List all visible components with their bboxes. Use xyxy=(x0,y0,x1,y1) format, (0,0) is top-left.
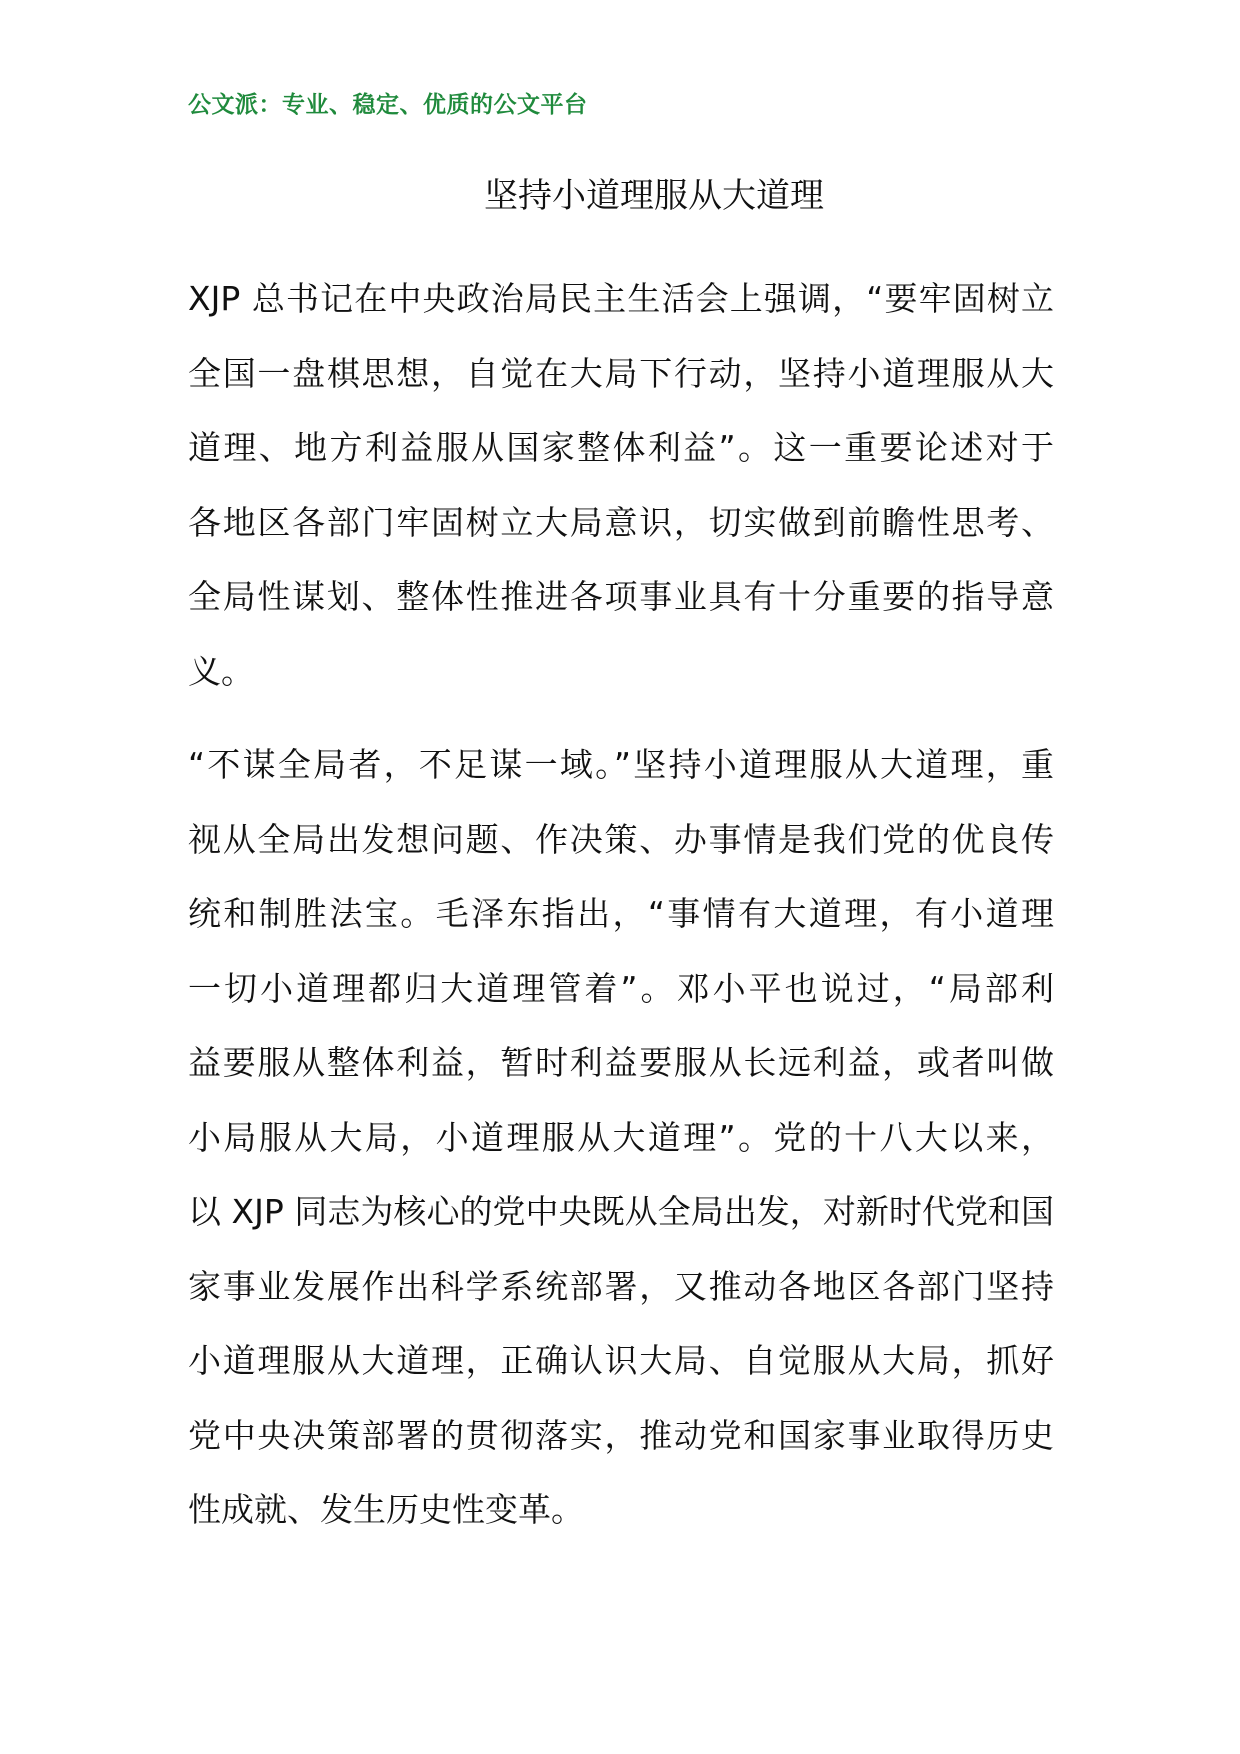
paragraph-line: XJP 总书记在中央政治局民主生活会上强调，“要牢固树立 xyxy=(188,279,1054,318)
paragraph-line: 益要服从整体利益，暂时利益要服从长远利益，或者叫做 xyxy=(188,1043,1054,1082)
paragraph-line: 党中央决策部署的贯彻落实，推动党和国家事业取得历史 xyxy=(188,1415,1054,1455)
paragraph-line: 道理、地方利益服从国家整体利益”。这一重要论述对于 xyxy=(188,428,1054,467)
paragraph-line: 统和制胜法宝。毛泽东指出，“事情有大道理，有小道理 xyxy=(188,894,1054,933)
paragraph-line: 小道理服从大道理，正确认识大局、自觉服从大局，抓好 xyxy=(188,1341,1054,1380)
paragraph-line: 全局性谋划、整体性推进各项事业具有十分重要的指导意 xyxy=(188,577,1054,616)
paragraph-line: 小局服从大局，小道理服从大道理”。党的十八大以来， xyxy=(188,1117,1054,1157)
paragraph-line: 一切小道理都归大道理管着”。邓小平也说过，“局部利 xyxy=(188,968,1054,1008)
paragraph-line: 全国一盘棋思想，自觉在大局下行动，坚持小道理服从大 xyxy=(188,353,1054,393)
paragraph-1 xyxy=(188,262,1054,709)
document-body xyxy=(188,262,1054,1548)
document-title-wrapper xyxy=(0,172,1240,220)
paragraph-line: 家事业发展作出科学系统部署，又推动各地区各部门坚持 xyxy=(188,1266,1054,1306)
paragraph-line: 性成就、发生历史性变革。 xyxy=(188,1490,584,1529)
paragraph-line: 以 XJP 同志为核心的党中央既从全局出发，对新时代党和国 xyxy=(188,1192,1054,1231)
paragraph-line: 视从全局出发想问题、作决策、办事情是我们党的优良传 xyxy=(188,819,1054,859)
paragraph-line: 各地区各部门牢固树立大局意识，切实做到前瞻性思考、 xyxy=(188,502,1054,542)
paragraph-2 xyxy=(188,728,1054,1548)
paragraph-line: “不谋全局者，不足谋一域。”坚持小道理服从大道理，重 xyxy=(188,745,1054,784)
paragraph-line: 义。 xyxy=(188,651,254,691)
header-banner: 公文派：专业、稳定、优质的公文平台 xyxy=(188,92,588,118)
document-title: 坚持小道理服从大道理 xyxy=(484,176,824,216)
